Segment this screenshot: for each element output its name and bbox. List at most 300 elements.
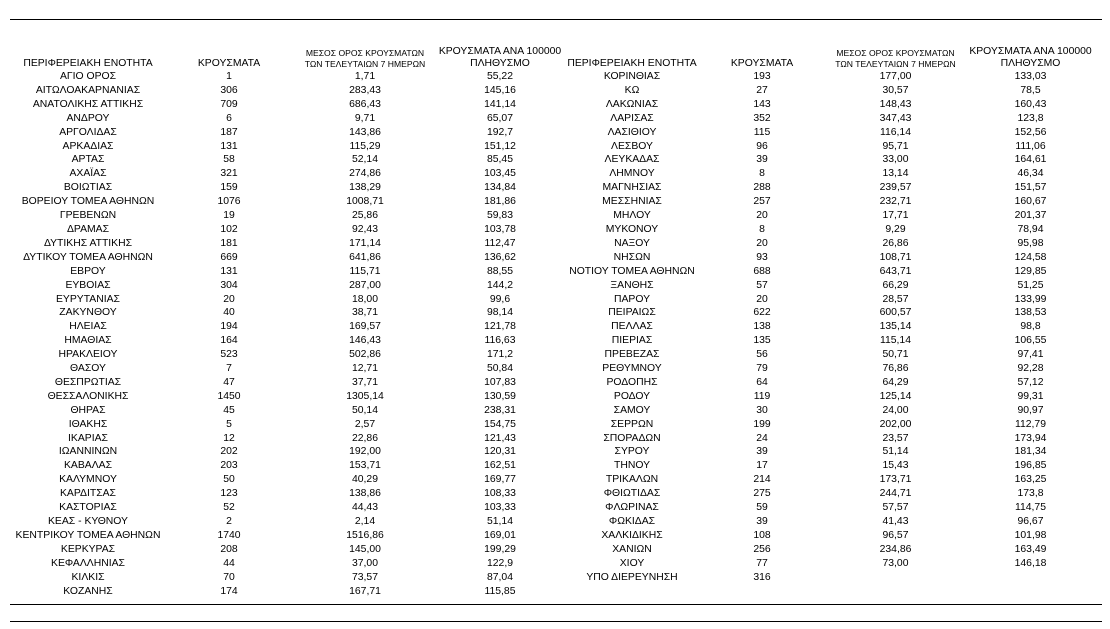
cases-value: 6: [226, 112, 232, 124]
per-100k-value: 99,6: [489, 293, 511, 305]
table-row: [14, 376, 566, 390]
region-name: ΚΕΡΚΥΡΑΣ: [60, 543, 116, 555]
region-name: ΔΡΑΜΑΣ: [66, 223, 110, 235]
region-name: ΚΙΛΚΙΣ: [71, 571, 105, 583]
left-table-panel: [14, 42, 566, 598]
cases-value: 77: [756, 557, 768, 569]
region-name: ΠΕΛΛΑΣ: [611, 321, 653, 333]
per-100k-value: 133,03: [1014, 71, 1047, 82]
avg-7day-value: 51,14: [882, 446, 909, 458]
avg-7day-value: 115,71: [349, 265, 381, 277]
per-100k-value: 92,28: [1017, 363, 1044, 375]
region-name: ΧΙΟΥ: [619, 557, 645, 569]
avg-7day-value: 274,86: [349, 168, 381, 180]
region-name: ΣΥΡΟΥ: [614, 446, 650, 458]
table-row: [566, 181, 1096, 195]
per-100k-value: 238,31: [484, 404, 516, 416]
cases-value: 1076: [217, 196, 241, 208]
region-name: ΠΕΙΡΑΙΩΣ: [608, 307, 656, 319]
avg-7day-value: 2,14: [354, 516, 376, 527]
cases-value: 199: [753, 418, 771, 430]
per-100k-value: 152,56: [1014, 126, 1047, 138]
region-name: ΛΑΣΙΘΙΟΥ: [607, 126, 657, 138]
per-100k-value: 164,61: [1014, 154, 1047, 166]
avg-7day-value: 1516,86: [346, 529, 384, 541]
avg-7day-value: 92,43: [351, 223, 378, 235]
avg-7day-value: 686,43: [349, 98, 381, 110]
cases-value: 304: [220, 279, 238, 291]
table-row: [14, 279, 566, 293]
top-rule: [10, 19, 1102, 20]
region-name: ΕΥΒΟΙΑΣ: [65, 279, 111, 291]
cases-value: 135: [753, 335, 771, 347]
table-row: [566, 126, 1096, 140]
cases-value: 20: [756, 237, 768, 249]
per-100k-value: 199,29: [484, 543, 516, 555]
region-name: ΡΟΔΟΥ: [613, 390, 651, 402]
cases-value: 174: [220, 585, 238, 597]
avg-7day-value: 125,14: [879, 390, 912, 402]
region-name: ΖΑΚΥΝΘΟΥ: [59, 307, 117, 319]
region-name: ΗΡΑΚΛΕΙΟΥ: [58, 349, 118, 361]
header-region: ΠΕΡΙΦΕΡΕΙΑΚΗ ΕΝΟΤΗΤΑ: [567, 58, 697, 69]
per-100k-value: 130,59: [484, 390, 516, 402]
table-row: [566, 571, 1096, 585]
cases-value: 5: [226, 418, 232, 430]
per-100k-value: 108,33: [484, 488, 516, 500]
region-name: ΚΑΡΔΙΤΣΑΣ: [60, 488, 116, 500]
per-100k-value: 141,14: [484, 98, 516, 110]
table-row: [566, 501, 1096, 515]
region-name: ΘΕΣΣΑΛΟΝΙΚΗΣ: [47, 390, 129, 402]
avg-7day-value: 44,43: [351, 502, 378, 514]
table-row: [566, 445, 1096, 459]
table-row: [566, 348, 1096, 362]
cases-table-left: [14, 42, 566, 598]
cases-value: 1: [226, 71, 232, 82]
avg-7day-value: 148,43: [879, 98, 912, 110]
table-row: [14, 265, 566, 279]
table-row: [566, 376, 1096, 390]
cases-value: 523: [220, 349, 238, 361]
avg-7day-value: 202,00: [879, 418, 912, 430]
table-row: [566, 529, 1096, 543]
region-name: ΝΗΣΩΝ: [613, 251, 651, 263]
region-name: ΗΜΑΘΙΑΣ: [64, 335, 112, 347]
cases-value: 64: [756, 376, 768, 388]
region-name: ΡΟΔΟΠΗΣ: [606, 376, 658, 388]
table-row: [14, 404, 566, 418]
cases-value: 193: [753, 71, 771, 82]
cases-value: 275: [753, 488, 771, 500]
table-row: [14, 543, 566, 557]
per-100k-value: [965, 571, 1096, 585]
avg-7day-value: 138,29: [349, 182, 381, 194]
table-row: [566, 487, 1096, 501]
per-100k-value: 138,53: [1014, 307, 1047, 319]
table-row: [566, 140, 1096, 154]
per-100k-value: 145,16: [484, 84, 516, 96]
cases-value: 115: [753, 126, 771, 138]
per-100k-value: 78,94: [1017, 223, 1044, 235]
table-row: [14, 473, 566, 487]
per-100k-value: 116,63: [484, 335, 516, 347]
table-row: [566, 390, 1096, 404]
region-name: ΣΕΡΡΩΝ: [610, 418, 654, 430]
table-row: [14, 293, 566, 307]
per-100k-value: 112,79: [1014, 418, 1046, 430]
per-100k-value: 201,37: [1014, 210, 1047, 222]
per-100k-value: 103,33: [484, 502, 516, 514]
cases-value: 7: [226, 363, 232, 375]
region-name: ΑΧΑΪΑΣ: [69, 168, 107, 180]
per-100k-value: 136,62: [484, 251, 516, 263]
table-row: [566, 473, 1096, 487]
region-name: ΗΛΕΙΑΣ: [69, 321, 107, 333]
table-row: [566, 432, 1096, 446]
avg-7day-value: 173,71: [879, 474, 912, 486]
avg-7day-value: 2,57: [354, 418, 376, 430]
cases-value: 622: [753, 307, 771, 319]
avg-7day-value: 138,86: [349, 488, 381, 500]
avg-7day-value: 17,71: [882, 210, 909, 222]
per-100k-value: 160,43: [1014, 98, 1047, 110]
table-row: [14, 112, 566, 126]
cases-value: 123: [220, 488, 238, 500]
per-100k-value: 95,98: [1017, 237, 1044, 249]
cases-value: 24: [756, 432, 768, 444]
avg-7day-value: 28,57: [882, 293, 909, 305]
per-100k-value: 46,34: [1017, 168, 1044, 180]
table-row: [566, 98, 1096, 112]
region-name: ΧΑΝΙΩΝ: [612, 543, 652, 555]
per-100k-value: 90,97: [1017, 404, 1044, 416]
table-row: [566, 320, 1096, 334]
cases-value: 45: [223, 404, 235, 416]
region-name: ΝΑΞΟΥ: [614, 237, 650, 249]
region-name: ΛΑΚΩΝΙΑΣ: [605, 98, 659, 110]
cases-value: 214: [753, 474, 771, 486]
per-100k-value: 163,49: [1014, 543, 1047, 555]
table-header-row: [14, 42, 566, 70]
table-row: [566, 112, 1096, 126]
avg-7day-value: 244,71: [879, 488, 912, 500]
cases-value: 288: [753, 182, 771, 194]
per-100k-value: 57,12: [1017, 376, 1044, 388]
cases-value: 20: [756, 293, 768, 305]
region-name: ΒΟΡΕΙΟΥ ΤΟΜΕΑ ΑΘΗΝΩΝ: [21, 196, 155, 208]
avg-7day-value: 41,43: [882, 516, 909, 527]
table-row: [566, 195, 1096, 209]
per-100k-value: 134,84: [484, 182, 516, 194]
per-100k-value: 112,47: [484, 237, 516, 249]
region-name: ΒΟΙΩΤΙΑΣ: [63, 182, 113, 194]
table-row: [14, 181, 566, 195]
per-100k-value: 163,25: [1014, 474, 1047, 486]
footer-rule: [10, 621, 1102, 622]
avg-7day-value: 30,57: [882, 84, 909, 96]
cases-value: 70: [223, 571, 235, 583]
cases-value: 164: [220, 335, 238, 347]
cases-value: 306: [220, 84, 238, 96]
avg-7day-value: 641,86: [349, 251, 381, 263]
region-name: ΚΑΒΑΛΑΣ: [63, 460, 113, 472]
table-row: [566, 362, 1096, 376]
per-100k-value: 114,75: [1014, 502, 1046, 514]
table-row: [14, 126, 566, 140]
region-name: ΛΕΥΚΑΔΑΣ: [604, 154, 660, 166]
cases-value: 52: [223, 502, 235, 514]
avg-7day-value: 1,71: [354, 71, 376, 82]
per-100k-value: 129,85: [1014, 265, 1047, 277]
per-100k-value: 101,98: [1014, 529, 1047, 541]
table-row: [14, 167, 566, 181]
region-name: ΑΝΔΡΟΥ: [66, 112, 110, 124]
table-row: [566, 251, 1096, 265]
cases-value: 59: [756, 502, 768, 514]
per-100k-value: 87,04: [486, 571, 513, 583]
per-100k-value: 133,99: [1014, 293, 1047, 305]
avg-7day-value: 108,71: [879, 251, 912, 263]
avg-7day-value: 600,57: [879, 307, 912, 319]
per-100k-value: 181,86: [484, 196, 516, 208]
cases-value: 257: [753, 196, 771, 208]
region-name: ΠΙΕΡΙΑΣ: [611, 335, 653, 347]
avg-7day-value: 66,29: [882, 279, 909, 291]
cases-value: 194: [220, 321, 238, 333]
cases-value: 19: [223, 210, 235, 222]
cases-table-right: [566, 42, 1096, 585]
region-name: ΑΡΤΑΣ: [71, 154, 105, 166]
table-row: [14, 98, 566, 112]
table-row: [566, 418, 1096, 432]
table-row: [14, 390, 566, 404]
region-name: ΜΕΣΣΗΝΙΑΣ: [602, 196, 662, 208]
cases-value: 131: [220, 140, 238, 152]
per-100k-value: 124,58: [1014, 251, 1047, 263]
cases-value: 96: [756, 140, 768, 152]
cases-value: 56: [756, 349, 768, 361]
region-name: ΜΥΚΟΝΟΥ: [605, 223, 659, 235]
per-100k-value: 78,5: [1020, 84, 1041, 96]
per-100k-value: 55,22: [486, 71, 513, 82]
avg-7day-value: 38,71: [351, 307, 378, 319]
avg-7day-value: 283,43: [349, 84, 381, 96]
header-7day-average: ΜΕΣΟΣ ΟΡΟΣ ΚΡΟΥΣΜΑΤΩΝ ΤΩΝ ΤΕΛΕΥΤΑΙΩΝ 7 ΗΜΕΡΩΝ: [835, 48, 956, 69]
avg-7day-value: 9,29: [885, 223, 906, 235]
avg-7day-value: 169,57: [349, 321, 381, 333]
table-row: [566, 515, 1096, 529]
region-name: ΠΡΕΒΕΖΑΣ: [604, 349, 660, 361]
cases-value: 1740: [217, 529, 241, 541]
region-name: ΛΑΡΙΣΑΣ: [610, 112, 654, 124]
table-row: [566, 543, 1096, 557]
cases-value: 12: [223, 432, 235, 444]
cases-value: 352: [753, 112, 771, 124]
per-100k-value: 115,85: [484, 585, 516, 597]
avg-7day-value: 23,57: [882, 432, 909, 444]
per-100k-value: 51,14: [486, 516, 513, 527]
avg-7day-value: 24,00: [882, 404, 909, 416]
region-name: ΑΙΤΩΛΟΑΚΑΡΝΑΝΙΑΣ: [35, 84, 141, 96]
per-100k-value: 171,2: [486, 349, 513, 361]
region-name: ΚΑΛΥΜΝΟΥ: [59, 474, 117, 486]
avg-7day-value: 96,57: [882, 529, 909, 541]
table-row: [14, 571, 566, 585]
per-100k-value: 103,45: [484, 168, 516, 180]
table-row: [566, 459, 1096, 473]
header-cases-per-100k: ΚΡΟΥΣΜΑΤΑ ΑΝΑ 100000 ΠΛΗΘΥΣΜΟ: [438, 46, 562, 69]
region-name: ΤΡΙΚΑΛΩΝ: [605, 474, 659, 486]
per-100k-value: 173,8: [1017, 488, 1044, 500]
per-100k-value: 121,43: [484, 432, 516, 444]
cases-value: 208: [220, 543, 238, 555]
per-100k-value: 99,31: [1017, 390, 1044, 402]
region-name: ΘΕΣΠΡΩΤΙΑΣ: [54, 376, 122, 388]
table-row: [14, 320, 566, 334]
cases-value: 108: [753, 529, 771, 541]
region-name: ΣΑΜΟΥ: [613, 404, 651, 416]
cases-value: 2: [226, 516, 232, 527]
cases-value: 8: [759, 223, 765, 235]
per-100k-value: 59,83: [486, 210, 513, 222]
per-100k-value: 181,34: [1014, 446, 1047, 458]
region-name: ΕΒΡΟΥ: [70, 265, 106, 277]
table-row: [566, 306, 1096, 320]
header-cases-per-100k: ΚΡΟΥΣΜΑΤΑ ΑΝΑ 100000 ΠΛΗΘΥΣΜΟ: [969, 46, 1092, 69]
region-name: ΚΕΑΣ - ΚΥΘΝΟΥ: [48, 516, 128, 527]
per-100k-value: 123,8: [1017, 112, 1044, 124]
table-row: [14, 445, 566, 459]
bottom-rule: [10, 604, 1102, 605]
table-row: [14, 585, 566, 599]
cases-value: 79: [756, 363, 768, 375]
region-name: ΤΗΝΟΥ: [613, 460, 651, 472]
avg-7day-value: 232,71: [879, 196, 912, 208]
table-row: [566, 265, 1096, 279]
table-row: [14, 432, 566, 446]
avg-7day-value: 73,00: [882, 557, 909, 569]
table-header-row: [566, 42, 1096, 70]
avg-7day-value: 115,29: [349, 140, 381, 152]
avg-7day-value: 143,86: [349, 126, 381, 138]
per-100k-value: 96,67: [1017, 516, 1044, 527]
per-100k-value: 98,8: [1020, 321, 1041, 333]
cases-value: 20: [223, 293, 235, 305]
table-row: [566, 167, 1096, 181]
region-name: ΔΥΤΙΚΟΥ ΤΟΜΕΑ ΑΘΗΝΩΝ: [23, 251, 153, 263]
cases-value: 17: [756, 460, 768, 472]
per-100k-value: 85,45: [486, 154, 513, 166]
per-100k-value: 111,06: [1015, 140, 1046, 152]
per-100k-value: 88,55: [486, 265, 513, 277]
table-row: [14, 557, 566, 571]
avg-7day-value: 153,71: [349, 460, 381, 472]
table-row: [14, 153, 566, 167]
per-100k-value: 106,55: [1014, 335, 1047, 347]
per-100k-value: 121,78: [484, 321, 516, 333]
per-100k-value: 103,78: [484, 223, 516, 235]
avg-7day-value: 234,86: [879, 543, 912, 555]
avg-7day-value: 116,14: [879, 126, 911, 138]
table-row: [566, 404, 1096, 418]
avg-7day-value: 171,14: [349, 237, 381, 249]
region-name: ΦΘΙΩΤΙΔΑΣ: [603, 488, 661, 500]
cases-value: 143: [753, 98, 771, 110]
avg-7day-value: 50,71: [882, 349, 909, 361]
region-name: ΦΛΩΡΙΝΑΣ: [605, 502, 659, 514]
avg-7day-value: 12,71: [351, 363, 378, 375]
region-name: ΘΑΣΟΥ: [70, 363, 106, 375]
region-name: ΑΡΚΑΔΙΑΣ: [62, 140, 114, 152]
avg-7day-value: 502,86: [349, 349, 381, 361]
table-row: [14, 487, 566, 501]
region-name: ΚΑΣΤΟΡΙΑΣ: [59, 502, 117, 514]
region-name: ΥΠΟ ΔΙΕΡΕΥΝΗΣΗ: [586, 571, 678, 583]
avg-7day-value: 1305,14: [346, 390, 384, 402]
per-100k-value: 144,2: [486, 279, 513, 291]
region-name: ΚΩ: [624, 84, 640, 96]
table-row: [566, 557, 1096, 571]
cases-value: 138: [753, 321, 771, 333]
per-100k-value: 154,75: [484, 418, 516, 430]
header-7day-average: ΜΕΣΟΣ ΟΡΟΣ ΚΡΟΥΣΜΑΤΩΝ ΤΩΝ ΤΕΛΕΥΤΑΙΩΝ 7 ΗΜΕΡΩΝ: [304, 48, 426, 69]
cases-value: 102: [220, 223, 238, 235]
cases-value: 203: [220, 460, 238, 472]
avg-7day-value: 50,14: [351, 404, 378, 416]
cases-value: 181: [220, 237, 238, 249]
per-100k-value: 107,83: [484, 376, 516, 388]
avg-7day-value: 643,71: [879, 265, 912, 277]
per-100k-value: 97,41: [1017, 349, 1044, 361]
region-name: ΛΗΜΝΟΥ: [609, 168, 655, 180]
cases-value: 321: [220, 168, 238, 180]
table-row: [566, 279, 1096, 293]
table-row: [14, 84, 566, 98]
table-row: [566, 237, 1096, 251]
avg-7day-value: 146,43: [349, 335, 381, 347]
avg-7day-value: 13,14: [882, 168, 909, 180]
avg-7day-value: [826, 571, 965, 585]
per-100k-value: 162,51: [484, 460, 516, 472]
table-row: [14, 334, 566, 348]
region-name: ΦΩΚΙΔΑΣ: [608, 516, 656, 527]
per-100k-value: 98,14: [486, 307, 513, 319]
region-name: ΛΕΣΒΟΥ: [611, 140, 653, 152]
cases-value: 709: [220, 98, 238, 110]
per-100k-value: 169,01: [484, 529, 516, 541]
table-row: [566, 84, 1096, 98]
per-100k-value: 160,67: [1014, 196, 1047, 208]
avg-7day-value: 52,14: [351, 154, 378, 166]
avg-7day-value: 18,00: [351, 293, 378, 305]
table-row: [14, 70, 566, 84]
table-row: [14, 362, 566, 376]
cases-value: 256: [753, 543, 771, 555]
avg-7day-value: 25,86: [351, 210, 378, 222]
region-name: ΣΠΟΡΑΔΩΝ: [603, 432, 661, 444]
avg-7day-value: 37,00: [351, 557, 378, 569]
region-name: ΙΚΑΡΙΑΣ: [68, 432, 108, 444]
region-name: ΜΗΛΟΥ: [613, 210, 651, 222]
table-row: [14, 306, 566, 320]
avg-7day-value: 33,00: [882, 154, 909, 166]
avg-7day-value: 95,71: [882, 140, 909, 152]
avg-7day-value: 40,29: [351, 474, 378, 486]
cases-value: 93: [756, 251, 768, 263]
cases-value: 47: [223, 376, 235, 388]
cases-value: 131: [220, 265, 238, 277]
